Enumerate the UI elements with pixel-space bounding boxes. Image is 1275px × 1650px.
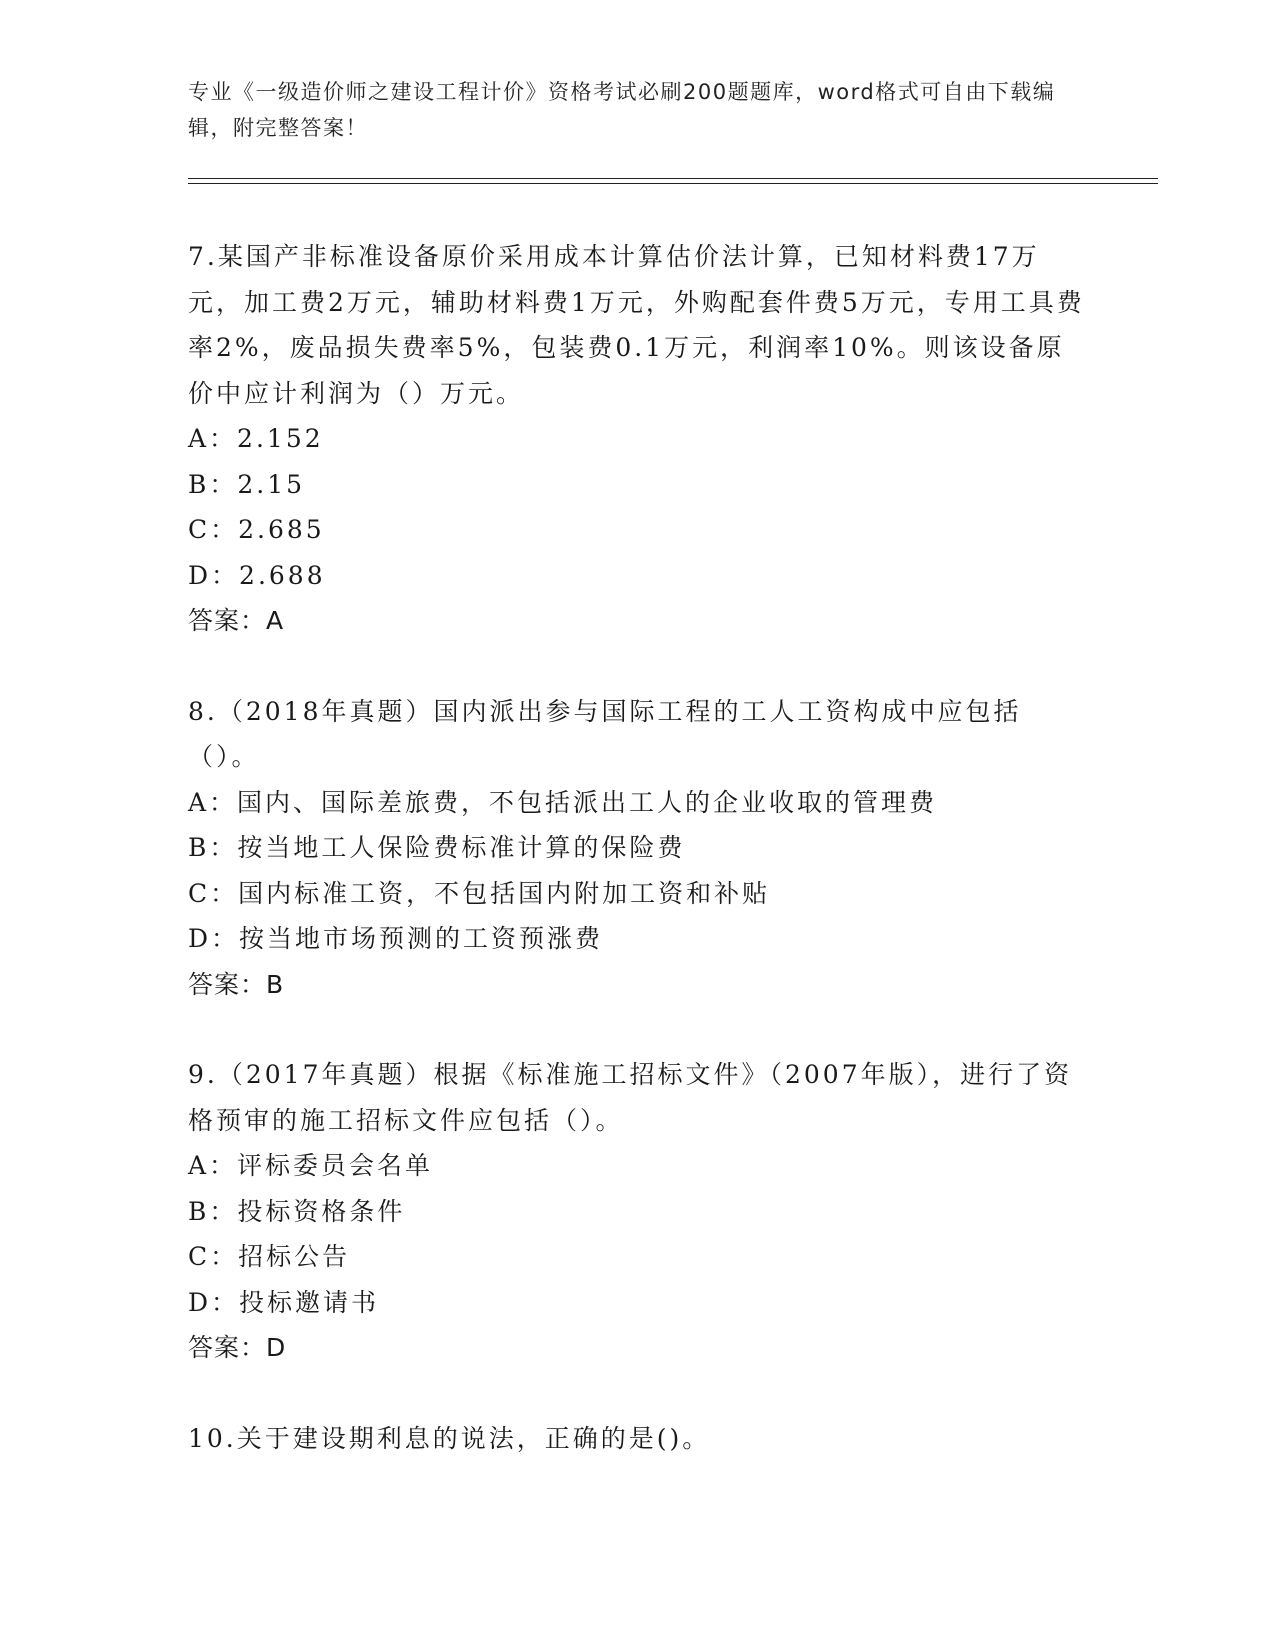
- question-stem: 8.（2018年真题）国内派出参与国际工程的工人工资构成中应包括（）。: [188, 696, 1022, 771]
- option-c: C：招标公告: [188, 1242, 351, 1271]
- option-d: D：投标邀请书: [188, 1287, 380, 1317]
- question-stem: 10.关于建设期利息的说法，正确的是()。: [188, 1423, 711, 1453]
- header-double-rule: [188, 178, 1158, 184]
- option-c: C：国内标准工资，不包括国内附加工资和补贴: [188, 878, 771, 908]
- option-a: A：2.152: [188, 424, 324, 453]
- question-9: [188, 1052, 1088, 1371]
- question-gap: [188, 644, 1088, 689]
- question-8: [188, 689, 1088, 1008]
- question-7: [188, 234, 1088, 644]
- option-b: B：按当地工人保险费标准计算的保险费: [188, 833, 686, 862]
- question-gap: [188, 1371, 1088, 1416]
- option-d: D：2.688: [188, 560, 326, 590]
- option-b: B：投标资格条件: [188, 1196, 406, 1226]
- question-list: [188, 234, 1088, 1461]
- question-10: [188, 1416, 1088, 1462]
- option-a: A：评标委员会名单: [188, 1151, 434, 1180]
- option-a: A：国内、国际差旅费，不包括派出工人的企业收取的管理费: [188, 787, 938, 817]
- option-d: D：按当地市场预测的工资预涨费: [188, 924, 604, 953]
- answer-label: 答案：A: [188, 606, 285, 635]
- question-stem: 9.（2017年真题）根据《标准施工招标文件》（2007年版），进行了资格预审的施工招标文件应包括（）。: [188, 1060, 1073, 1135]
- page-header-title: 专业《一级造价师之建设工程计价》资格考试必刷200题题库，word格式可自由下载编辑，附完整答案！: [188, 80, 1056, 140]
- question-stem: 7.某国产非标准设备原价采用成本计算估价法计算，已知材料费17万元，加工费2万元，辅助材料费1万元，外购配套件费5万元，专用工具费率2%，废品损失费率5%，包装费0.1万元，利润率10%。则该设备原价中应计利润为（）万元。: [188, 242, 1085, 408]
- option-c: C：2.685: [188, 515, 325, 544]
- answer-label: 答案：B: [188, 969, 285, 999]
- option-b: B：2.15: [188, 469, 306, 499]
- answer-label: 答案：D: [188, 1333, 287, 1362]
- question-gap: [188, 1007, 1088, 1052]
